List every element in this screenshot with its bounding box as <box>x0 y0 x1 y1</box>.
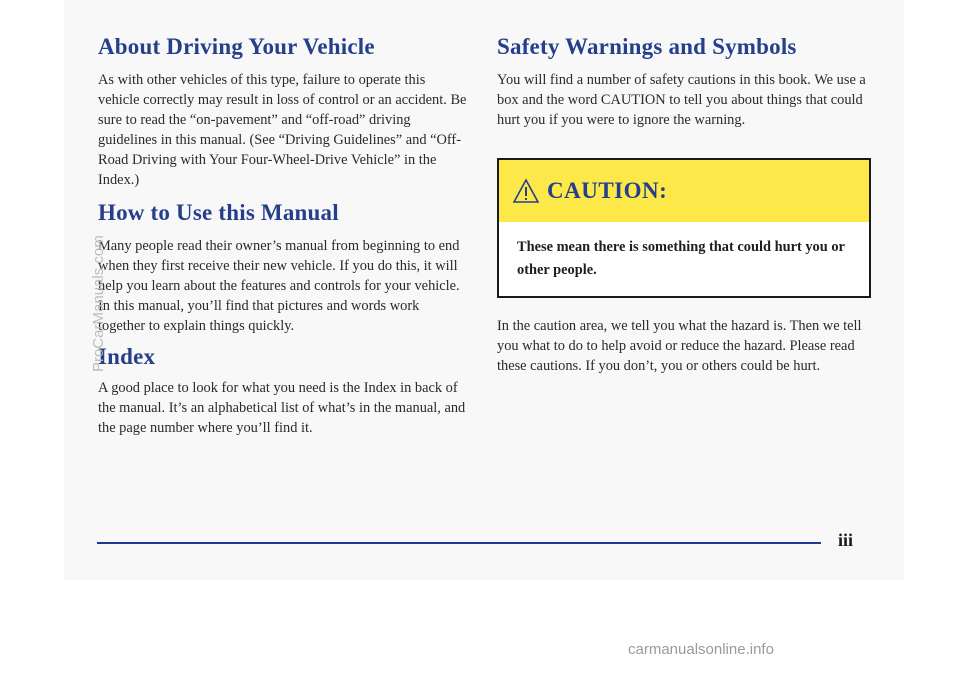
warning-triangle-icon <box>513 178 539 204</box>
section-title-how-to-use: How to Use this Manual <box>98 200 339 225</box>
watermark-text: ProCarManuals.com <box>90 235 107 372</box>
section-body-caution-explanation: In the caution area, we tell you what the hazard is. Then we tell you what to do to help avoid or reduce the hazard. Please read these cautions. If you don’t, you or others could be hurt. <box>497 318 862 374</box>
caution-box <box>497 158 871 298</box>
caution-text: These mean there is something that could hurt you or other people. <box>517 239 845 278</box>
section-body-index: A good place to look for what you need is the Index in back of the manual. It’s an alphabetical list of what’s in the manual, and the page number where you’ll find it. <box>98 380 466 436</box>
section-body-about-driving: As with other vehicles of this type, failure to operate this vehicle correctly may result in loss of control or an accident. Be sure to read the “on-pavement” and “off-road” driving guidelines in this manual. (See “Driving Guidelines” and “Off-Road Driving with Your Four-Wheel-Drive Vehicle” in the Index.) <box>98 72 467 188</box>
section-title-about-driving: About Driving Your Vehicle <box>98 34 375 59</box>
page-number: iii <box>838 530 854 550</box>
footer-site-link[interactable]: carmanualsonline.info <box>628 641 774 658</box>
footer-rule <box>97 542 821 544</box>
manual-page <box>64 0 904 580</box>
section-title-safety-warnings: Safety Warnings and Symbols <box>497 34 797 59</box>
caution-header <box>499 160 869 222</box>
caution-label: CAUTION: <box>547 178 668 203</box>
right-column <box>497 34 877 376</box>
section-body-safety-intro: You will find a number of safety cautions in this book. We use a box and the word CAUTION to tell you about things that could hurt you if you were to ignore the warning. <box>497 72 866 128</box>
section-body-how-to-use: Many people read their owner’s manual from beginning to end when they first receive their new vehicle. If you do this, it will help you learn about the features and controls for your vehicle. In this manual, you’ll find that pictures and words work together to explain things quickly. <box>98 238 460 334</box>
section-title-index: Index <box>98 344 156 369</box>
left-column <box>98 34 470 438</box>
